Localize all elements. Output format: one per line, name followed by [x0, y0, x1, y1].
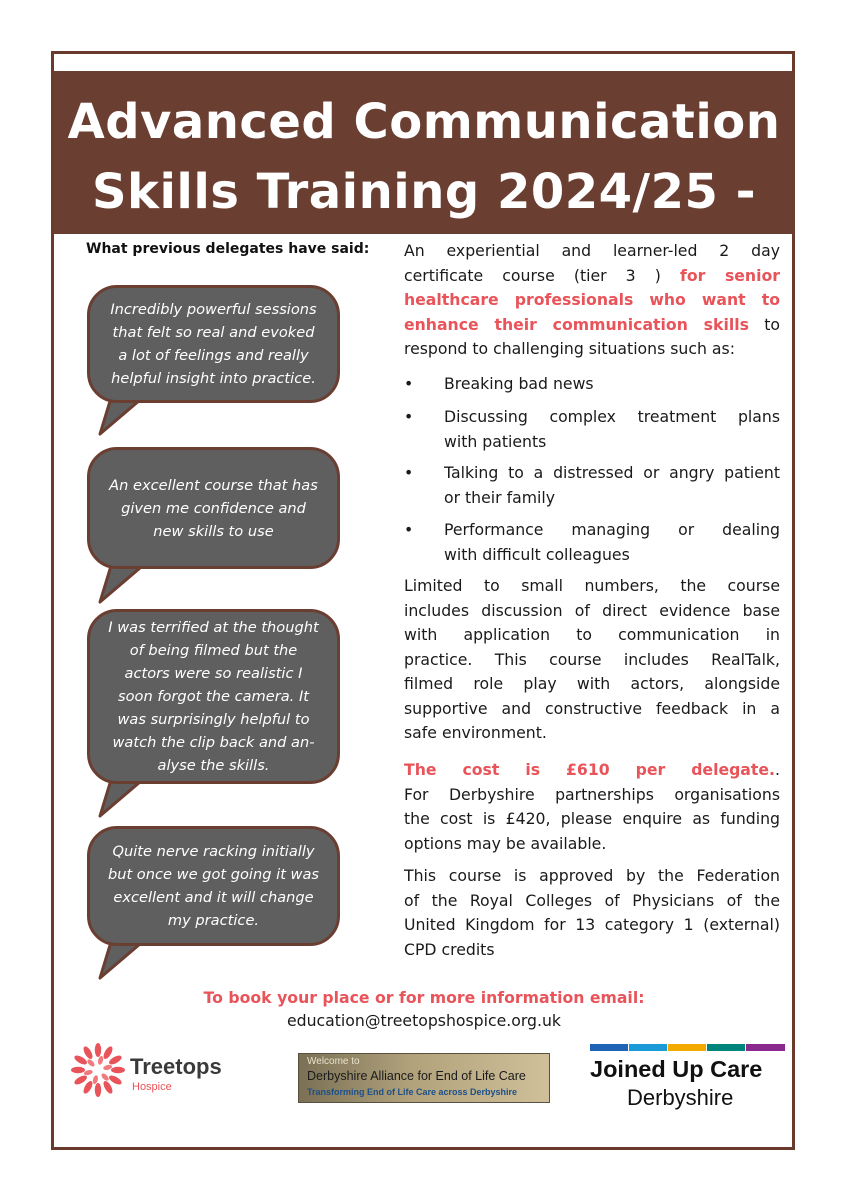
intro-text: certificate course (tier 3 ) — [404, 265, 681, 285]
joined-up-care-logo — [590, 1044, 785, 1114]
bullet-line: or their family — [444, 487, 555, 507]
title-line-1: Advanced Communication — [67, 94, 781, 150]
treetops-name: Treetops — [130, 1054, 222, 1079]
color-bar-segment — [629, 1044, 667, 1051]
bullet-item — [404, 461, 780, 511]
treetops-hospice-logo — [68, 1040, 258, 1100]
alliance-name: Derbyshire Alliance for End of Life Care — [307, 1069, 526, 1083]
testimonials-heading: What previous delegates have said: — [86, 241, 370, 257]
bullet-item — [404, 372, 780, 397]
details-line: with application to communication in — [404, 625, 780, 644]
cost-paragraph — [404, 758, 780, 856]
bullet-line: with patients — [444, 431, 547, 451]
bullet-line: Performance managing or dealing — [444, 520, 780, 539]
cost-highlight: The cost is £610 per delegate. — [404, 760, 775, 779]
treetops-sub: Hospice — [132, 1081, 172, 1093]
bullet-text — [444, 461, 780, 510]
details-line: filmed role play with actors, alongside — [404, 674, 780, 693]
cost-line: the cost is £420, please enquire as funding — [404, 809, 780, 828]
intro-highlight-line: healthcare professionals who want to — [404, 290, 780, 309]
alliance-welcome: Welcome to — [307, 1056, 360, 1067]
cost-line — [404, 758, 780, 783]
cost-line: For Derbyshire partnerships organisations — [404, 784, 780, 804]
approval-paragraph — [404, 864, 780, 962]
bullet-icon: • — [404, 463, 414, 482]
intro-line — [404, 313, 780, 338]
color-bar-segment — [590, 1044, 628, 1051]
details-line: safe environment. — [404, 723, 547, 742]
testimonial-bubble-4: Quite nerve racking initially but once we got going it was excellent and it will change my practice. — [87, 826, 340, 946]
bullet-text — [444, 372, 780, 397]
booking-email-link[interactable]: education@treetopshospice.org.uk — [286, 1011, 561, 1030]
testimonial-bubble-3: I was terrified at the thought of being filmed but the actors were so realistic I soon forgot the camera. It was surprisingly helpful to watch the clip back and an-alyse the skills. — [87, 609, 340, 784]
jucd-place: Derbyshire — [627, 1085, 734, 1110]
cost-trail: . — [775, 760, 780, 779]
intro-paragraph — [404, 239, 780, 362]
title-line-2: Skills Training 2024/25 - — [91, 164, 757, 220]
color-bar-segment — [668, 1044, 706, 1051]
details-line: Limited to small numbers, the course — [404, 576, 780, 595]
details-line: supportive and constructive feedback in a — [404, 698, 780, 718]
approval-line: of the Royal Colleges of Physicians of the — [404, 890, 780, 910]
bullet-text — [444, 405, 780, 454]
testimonial-bubble-2: An excellent course that has given me confidence and new skills to use — [87, 447, 340, 569]
color-bar-segment — [707, 1044, 745, 1051]
intro-text: to — [748, 314, 780, 334]
bullet-text — [444, 518, 780, 567]
course-details-paragraph — [404, 574, 780, 746]
intro-line: An experiential and learner-led 2 day — [404, 241, 780, 260]
bullet-line: Discussing complex treatment plans — [444, 407, 780, 426]
intro-highlight: enhance their communication skills — [404, 314, 749, 334]
details-line: includes discussion of direct evidence base — [404, 600, 780, 620]
intro-line — [404, 264, 780, 289]
color-bar-segment — [746, 1044, 785, 1051]
approval-line: This course is approved by the Federation — [404, 866, 780, 885]
bullet-icon: • — [404, 407, 414, 426]
bullet-item — [404, 405, 780, 455]
jucd-name: Joined Up Care — [590, 1056, 763, 1082]
intro-highlight: for senior — [680, 265, 780, 285]
bullet-icon: • — [404, 520, 414, 539]
bullet-line: with difficult colleagues — [444, 544, 630, 564]
testimonial-bubble-1: Incredibly powerful sessions that felt so real and evoked a lot of feelings and really helpful insight into practice. — [87, 285, 340, 403]
booking-heading: To book your place or for more information email: — [203, 988, 645, 1007]
cost-line: options may be available. — [404, 833, 607, 853]
approval-line: CPD credits — [404, 939, 495, 959]
derbyshire-alliance-logo — [298, 1053, 550, 1103]
alliance-strapline: Transforming End of Life Care across Derbyshire — [307, 1087, 518, 1097]
details-line: practice. This course includes RealTalk, — [404, 649, 780, 669]
bullet-line: Breaking bad news — [444, 374, 594, 393]
intro-line: respond to challenging situations such as: — [404, 339, 735, 358]
bullet-line: Talking to a distressed or angry patient — [444, 463, 780, 482]
treetops-flower-icon — [68, 1040, 128, 1100]
approval-line: United Kingdom for 13 category 1 (external) — [404, 915, 780, 934]
bullet-icon: • — [404, 374, 414, 393]
bullet-item — [404, 518, 780, 568]
